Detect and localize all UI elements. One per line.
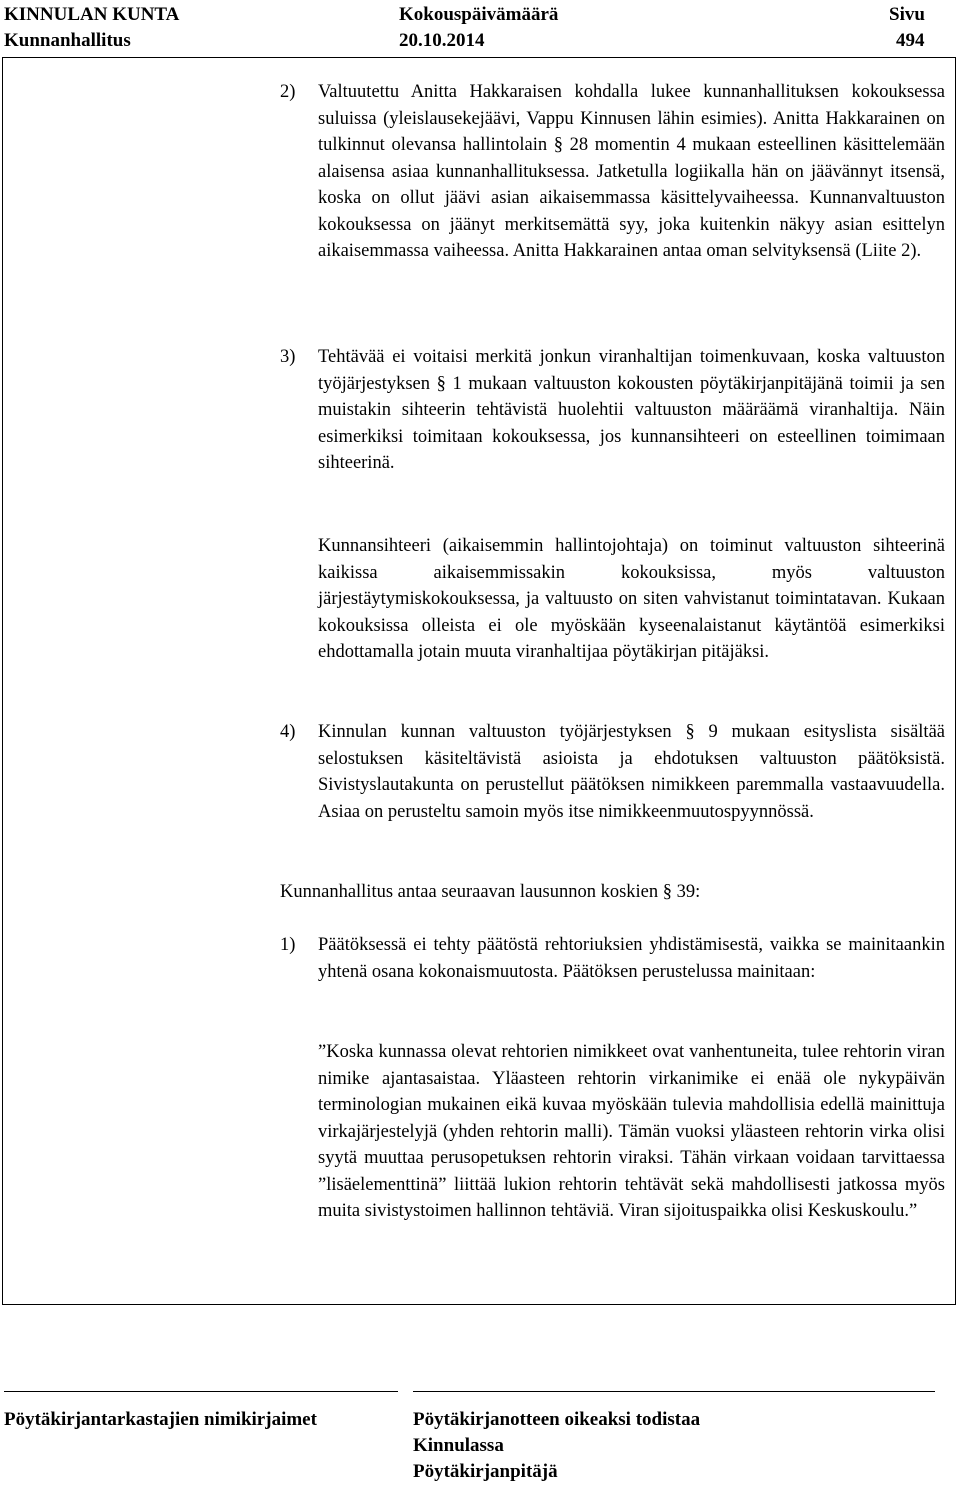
item-number: 2): [280, 82, 296, 102]
initials-signature-line: [4, 1391, 398, 1392]
page-number: 494: [896, 30, 925, 51]
item-text: Valtuutettu Anitta Hakkaraisen kohdalla lukee kunnanhallituksen kokouksessa suluissa (yleislausekejäävi, Vappu Kinnusen lähin esimies). Anitta Hakkarainen on tulkinnut olevansa hallintolain § 28 momentin 4 mukaan esteellinen käsittelemään alaisensa asiaa kunnanhallituksessa. Jatketulla logiikalla hän on jäävännyt itsensä, koska on ollut jäävi asian aikaisemmassa käsittelyvaiheessa. Kunnanvaltuuston kokouksessa on jäänyt merkitsemättä syy, joka kuitenkin näkyy asian esittelyn aikaisemmassa vaiheessa. Anitta Hakkarainen antaa oman selvityksensä (Liite 2).: [318, 82, 945, 261]
statement-item-number: 1): [280, 935, 296, 955]
item-text: Tehtävää ei voitaisi merkitä jonkun viranhaltijan toimenkuvaan, koska valtuuston työjärjestyksen § 1 mukaan valtuuston kokousten pöytäkirjanpitäjänä toimii ja sen muistakin sihteerin tehtävistä huolehtii valtuuston määräämä viranhaltija. Näin esimerkiksi toimitaan kokouksessa, jos kunnansihteeri on esteellinen toimimaan sihteerinä.: [318, 347, 945, 473]
statement-intro: Kunnanhallitus antaa seuraavan lausunnon koskien § 39:: [280, 882, 701, 902]
minutes-keeper-label: Pöytäkirjanpitäjä: [413, 1461, 558, 1482]
meeting-date: 20.10.2014: [399, 30, 485, 51]
statement-item-text: Päätöksessä ei tehty päätöstä rehtoriuksien yhdistämisestä, vaikka se mainitaankin yhtenä osana kokonaismuutosta. Päätöksen perustelussa mainitaan:: [318, 935, 945, 982]
body-name: Kunnanhallitus: [4, 30, 131, 51]
item-text: Kinnulan kunnan valtuuston työjärjestyksen § 9 mukaan esityslista sisältää selostuksen käsiteltävistä asioista ja ehdotuksen valtuuston päätöksistä. Sivistyslautakunta on perustellut päätöksen nimikkeen paremmalla vastaavuudella. Asiaa on perusteltu samoin myös itse nimikkeenmuutospyynnössä.: [318, 722, 945, 822]
certification-label: Pöytäkirjanotteen oikeaksi todistaa: [413, 1409, 701, 1430]
page-label: Sivu: [889, 4, 925, 25]
certification-signature-line: [413, 1391, 935, 1392]
item-number: 4): [280, 722, 296, 742]
quoted-decision-text: ”Koska kunnassa olevat rehtorien nimikkeet ovat vanhentuneita, tulee rehtorin viran nimike ajantasaistaa. Yläasteen rehtorin virkanimike ei enää ole nykypäivän terminologian mukainen eikä kuvaa myöskään tulevia mahdollisia edellä mainittuja virkajärjestelyjä (yhden rehtorin malli). Tämän vuoksi yläasteen rehtorin virka olisi syytä muuttaa perusopetuksen rehtorin viraksi. Tähän virkaan voidaan tarvittaessa ”lisäelementtinä” liittää lukion rehtorin tehtävät sekä mahdollisesti jatkossa myös muita sivistystoimen hallinnon tehtäviä. Viran sijoituspaikka olisi Keskuskoulu.”: [318, 1042, 945, 1221]
meeting-date-label: Kokouspäivämäärä: [399, 4, 559, 25]
certification-place: Kinnulassa: [413, 1435, 504, 1456]
item-continuation-text: Kunnansihteeri (aikaisemmin hallintojohtaja) on toiminut valtuuston sihteerinä kaikissa aikaisemmissakin kokouksissa, myös valtuuston järjestäytymiskokouksessa, ja valtuusto on siten vahvistanut toimintatavan. Kukaan kokouksissa olleista ei ole myöskään kyseenalaistanut käytäntöä esimerkiksi ehdottamalla jotain muuta viranhaltijaa pöytäkirjan pitäjäksi.: [318, 536, 945, 662]
organization-name: KINNULAN KUNTA: [4, 4, 180, 25]
item-number: 3): [280, 347, 296, 367]
reviewers-initials-label: Pöytäkirjantarkastajien nimikirjaimet: [4, 1409, 317, 1430]
